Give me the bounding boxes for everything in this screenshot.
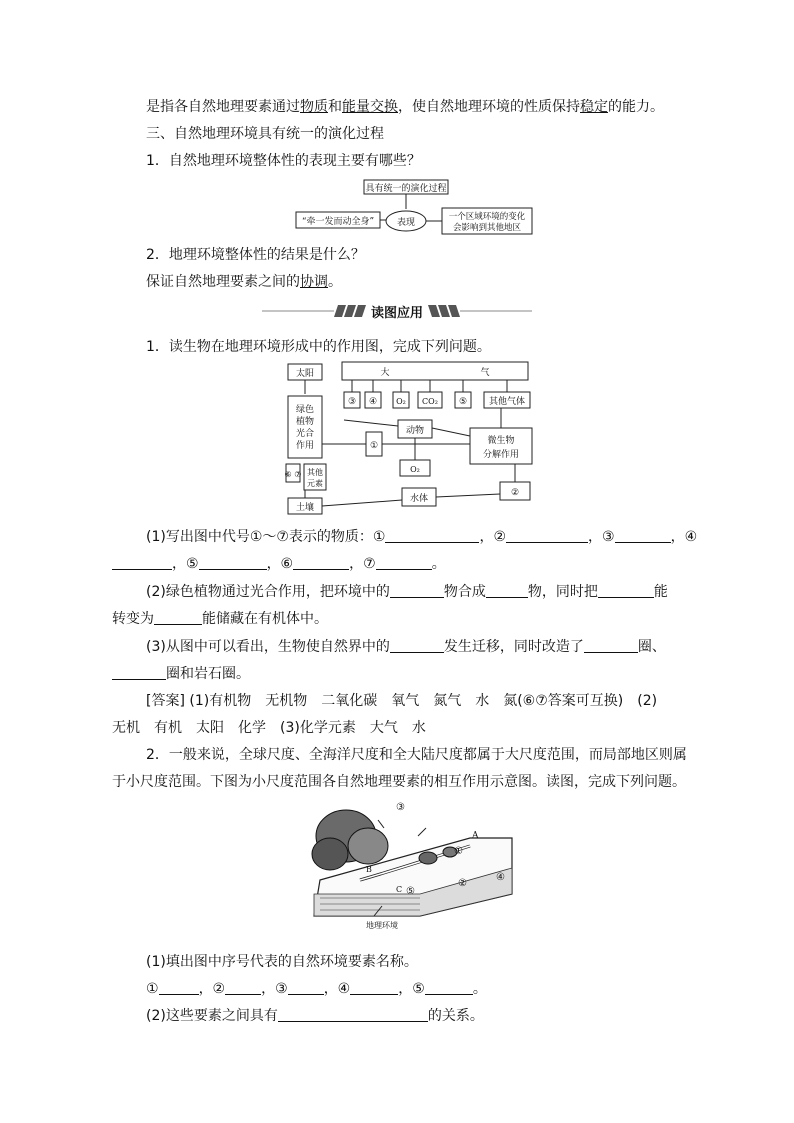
answer-line-2: 无机 有机 太阳 化学 (3)化学元素 大气 水 bbox=[112, 720, 426, 736]
sub-question-1: (1)填出图中序号代表的自然环境要素名称。 bbox=[146, 954, 418, 970]
text: ，⑤ bbox=[398, 981, 425, 997]
label-other-gas: 其他气体 bbox=[488, 397, 526, 407]
microbe-label-2: 分解作用 bbox=[482, 450, 520, 460]
label-3: ③ bbox=[347, 397, 357, 407]
text: 物，同时把 bbox=[527, 584, 598, 600]
label-2: ② bbox=[458, 878, 467, 889]
question-1-3 bbox=[146, 638, 666, 656]
text: 物合成 bbox=[443, 584, 486, 600]
plant-label-3: 光合 bbox=[295, 429, 315, 439]
text: 的关系。 bbox=[427, 1008, 484, 1024]
plant-label-1: 绿色 bbox=[295, 405, 315, 415]
atmosphere-box bbox=[342, 362, 528, 380]
section-heading: 三、自然地理环境具有统一的演化过程 bbox=[146, 126, 384, 142]
text: (3)从图中可以看出，生物使自然界中的 bbox=[146, 639, 390, 655]
answer-text: (1)有机物 无机物 二氧化碳 氧气 氮气 水 氮(⑥⑦答案可互换) (2) bbox=[189, 693, 658, 709]
reading-question-2: 2．一般来说，全球尺度、全海洋尺度和全大陆尺度都属于大尺度范围，而局部地区则属 bbox=[146, 747, 687, 763]
reading-question-2-cont: 于小尺度范围。下图为小尺度范围各自然地理要素的相互作用示意图。读图，完成下列问题。 bbox=[112, 774, 686, 790]
answer-blank-17[interactable] bbox=[288, 980, 324, 995]
answer-blank-12[interactable] bbox=[390, 638, 444, 653]
plant-label-2: 植物 bbox=[295, 417, 315, 427]
other-element-label-2: 元素 bbox=[307, 479, 323, 488]
label-c: C bbox=[396, 885, 403, 894]
paragraph-stability bbox=[146, 98, 664, 116]
answer-blank-6[interactable] bbox=[293, 555, 349, 570]
text: 圈和岩石圈。 bbox=[166, 666, 250, 682]
label-5: ⑤ bbox=[406, 886, 415, 897]
answer-blank-18[interactable] bbox=[350, 980, 398, 995]
soil-label: 土壤 bbox=[295, 503, 315, 513]
text: 和 bbox=[328, 99, 342, 115]
label-o2-bottom: O₂ bbox=[410, 465, 420, 474]
underlined-term: 能量交换 bbox=[342, 99, 398, 115]
underlined-term: 协调 bbox=[300, 274, 328, 290]
text: ，② bbox=[198, 981, 226, 997]
answer-blank-16[interactable] bbox=[225, 980, 261, 995]
center-label: 表现 bbox=[396, 218, 416, 228]
text: ，⑥ bbox=[266, 556, 294, 572]
label-3: ③ bbox=[396, 802, 405, 813]
sun-label: 太阳 bbox=[295, 369, 315, 379]
answer-tag: [答案] bbox=[146, 693, 185, 709]
label-2: ② bbox=[510, 488, 520, 498]
answer-blank-14[interactable] bbox=[112, 665, 166, 680]
answer-blank-11[interactable] bbox=[154, 610, 202, 625]
text: 发生迁移，同时改造了 bbox=[443, 639, 584, 655]
text: 保证自然地理要素之间的 bbox=[146, 274, 300, 290]
label-1: ① bbox=[454, 846, 463, 857]
underlined-term: 物质 bbox=[300, 99, 328, 115]
answer-blank-5[interactable] bbox=[199, 555, 267, 570]
top-label: 具有统一的演化过程 bbox=[365, 184, 447, 194]
answer-blank-8[interactable] bbox=[390, 583, 444, 598]
answer-2 bbox=[146, 273, 342, 291]
text: ，使自然地理环境的性质保持 bbox=[398, 99, 580, 115]
answer-blank-4[interactable] bbox=[112, 555, 172, 570]
label-6-7: ⑥ ⑦ bbox=[284, 470, 302, 479]
text: 。 bbox=[431, 556, 446, 572]
answer-blank-20[interactable] bbox=[278, 1007, 428, 1022]
question-1-1-cont bbox=[112, 555, 446, 573]
answer-blank-9[interactable] bbox=[486, 583, 528, 598]
label-b: B bbox=[366, 865, 372, 874]
banner-title: 读图应用 bbox=[370, 306, 423, 321]
text: 转变为 bbox=[112, 611, 154, 627]
text: ，⑦ bbox=[349, 556, 376, 572]
sub-question-2 bbox=[146, 1007, 484, 1025]
answer-blank-13[interactable] bbox=[584, 638, 638, 653]
text: ，② bbox=[479, 529, 507, 545]
atmosphere-label-left: 大 bbox=[380, 368, 390, 378]
text: ① bbox=[146, 981, 159, 997]
label-o2-top: O₂ bbox=[396, 397, 406, 406]
answer-blank-10[interactable] bbox=[598, 583, 654, 598]
text: 。 bbox=[328, 274, 342, 290]
text: (2)绿色植物通过光合作用，把环境中的 bbox=[146, 584, 390, 600]
question-1-1 bbox=[146, 528, 697, 546]
question-1-3-cont bbox=[112, 665, 250, 683]
text: 是指各自然地理要素通过 bbox=[146, 99, 300, 115]
text: ，③ bbox=[588, 529, 615, 545]
text: (2)这些要素之间具有 bbox=[146, 1008, 278, 1024]
text: 圈、 bbox=[637, 639, 666, 655]
label-1: ① bbox=[369, 441, 379, 451]
label-a: A bbox=[472, 831, 479, 841]
right-label-2: 会影响到其他地区 bbox=[452, 223, 522, 233]
integrity-diagram bbox=[290, 176, 540, 236]
text: 的能力。 bbox=[608, 99, 664, 115]
answer-blank-3[interactable] bbox=[615, 528, 671, 543]
label-4: ④ bbox=[368, 397, 378, 407]
sub-question-1-blanks bbox=[146, 980, 487, 998]
text: 。 bbox=[472, 981, 487, 997]
answer-blank-7[interactable] bbox=[376, 555, 432, 570]
text: ，⑤ bbox=[172, 556, 199, 572]
animal-label: 动物 bbox=[405, 426, 425, 436]
landscape-diagram bbox=[300, 798, 520, 936]
question-1: 1．自然地理环境整体性的表现主要有哪些？ bbox=[146, 153, 421, 169]
text: (1)写出图中代号①～⑦表示的物质：① bbox=[146, 529, 386, 545]
right-label-1: 一个区域环境的变化 bbox=[448, 212, 526, 222]
atmosphere-label-right: 气 bbox=[480, 368, 490, 378]
text: ，③ bbox=[261, 981, 288, 997]
question-1-2-cont bbox=[112, 610, 328, 628]
water-label: 水体 bbox=[409, 494, 429, 504]
answer-blank-15[interactable] bbox=[159, 980, 199, 995]
microbe-label-1: 微生物 bbox=[487, 436, 515, 446]
underlined-term: 稳定 bbox=[580, 99, 608, 115]
other-element-label-1: 其他 bbox=[307, 468, 323, 477]
answer-blank-19[interactable] bbox=[425, 980, 473, 995]
label-co2: CO₂ bbox=[422, 397, 438, 406]
answer-blank-1[interactable] bbox=[385, 528, 479, 543]
biology-role-diagram bbox=[280, 358, 550, 518]
answer-line-1 bbox=[146, 692, 657, 710]
diagram-caption: 地理环境 bbox=[366, 921, 398, 930]
text: 能储藏在有机体中。 bbox=[202, 611, 328, 627]
text: ，④ bbox=[323, 981, 351, 997]
label-5: ⑤ bbox=[458, 397, 468, 407]
left-label: “牵一发而动全身” bbox=[301, 217, 375, 227]
text: ，④ bbox=[670, 529, 698, 545]
question-2: 2．地理环境整体性的结果是什么？ bbox=[146, 247, 365, 263]
question-1-2 bbox=[146, 583, 668, 601]
text: 能 bbox=[653, 584, 668, 600]
answer-blank-2[interactable] bbox=[506, 528, 588, 543]
label-4: ④ bbox=[496, 872, 505, 883]
reading-question-1: 1．读生物在地理环境形成中的作用图，完成下列问题。 bbox=[146, 339, 491, 355]
plant-label-4: 作用 bbox=[295, 441, 315, 451]
